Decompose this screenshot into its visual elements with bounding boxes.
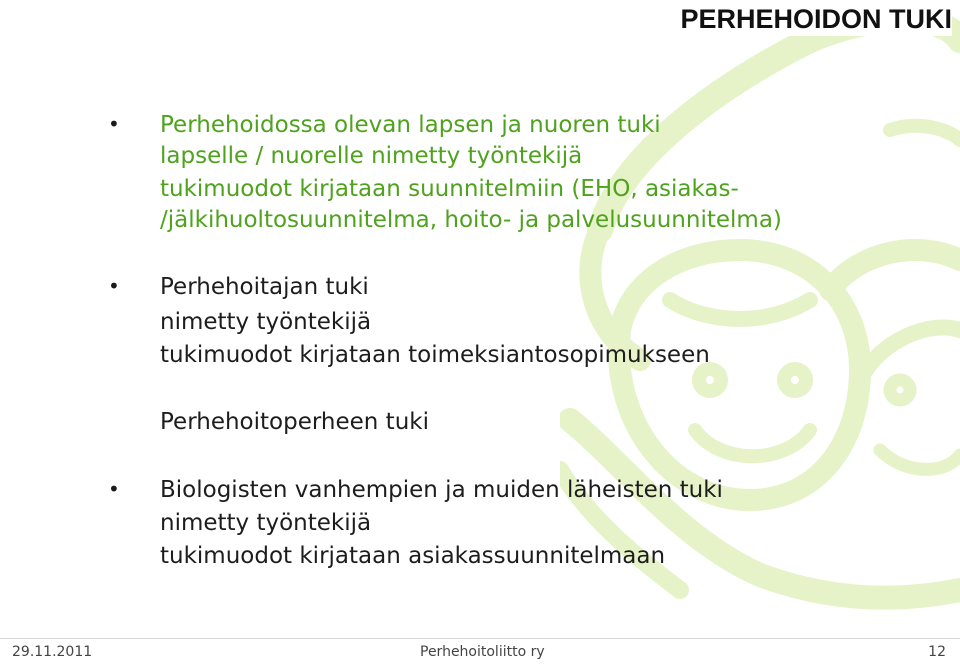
bullet-1-line-2: lapselle / nuorelle nimetty työntekijä (160, 143, 583, 169)
bullet-4-line-3: tukimuodot kirjataan asiakassuunnitelmaan (160, 543, 666, 569)
bullet-dot: • (108, 477, 120, 501)
bullet-2-line-3: tukimuodot kirjataan toimeksiantosopimukseen (160, 342, 710, 368)
paragraph-heading: Perhehoitoperheen tuki (160, 409, 429, 435)
bullet-dot: • (108, 112, 120, 136)
bullet-1-line-3: tukimuodot kirjataan suunnitelmiin (EHO, asiakas- (160, 176, 739, 202)
slide-title: PERHEHOIDON TUKI (674, 2, 952, 36)
bullet-4-heading: Biologisten vanhempien ja muiden läheisten tuki (160, 477, 723, 503)
bullet-4-line-2: nimetty työntekijä (160, 510, 372, 536)
footer-organization: Perhehoitoliitto ry (420, 644, 545, 660)
bullet-1-line-4: /jälkihuoltosuunnitelma, hoito- ja palvelusuunnitelma) (160, 207, 782, 233)
footer-divider (0, 638, 960, 639)
bullet-2-line-2: nimetty työntekijä (160, 309, 372, 335)
two-children-faces-icon (560, 0, 960, 610)
bullet-1-heading: Perhehoidossa olevan lapsen ja nuoren tuki (160, 112, 661, 138)
footer-page-number: 12 (928, 644, 946, 660)
footer-date: 29.11.2011 (12, 644, 93, 660)
bullet-dot: • (108, 274, 120, 298)
bullet-2-heading: Perhehoitajan tuki (160, 274, 369, 300)
